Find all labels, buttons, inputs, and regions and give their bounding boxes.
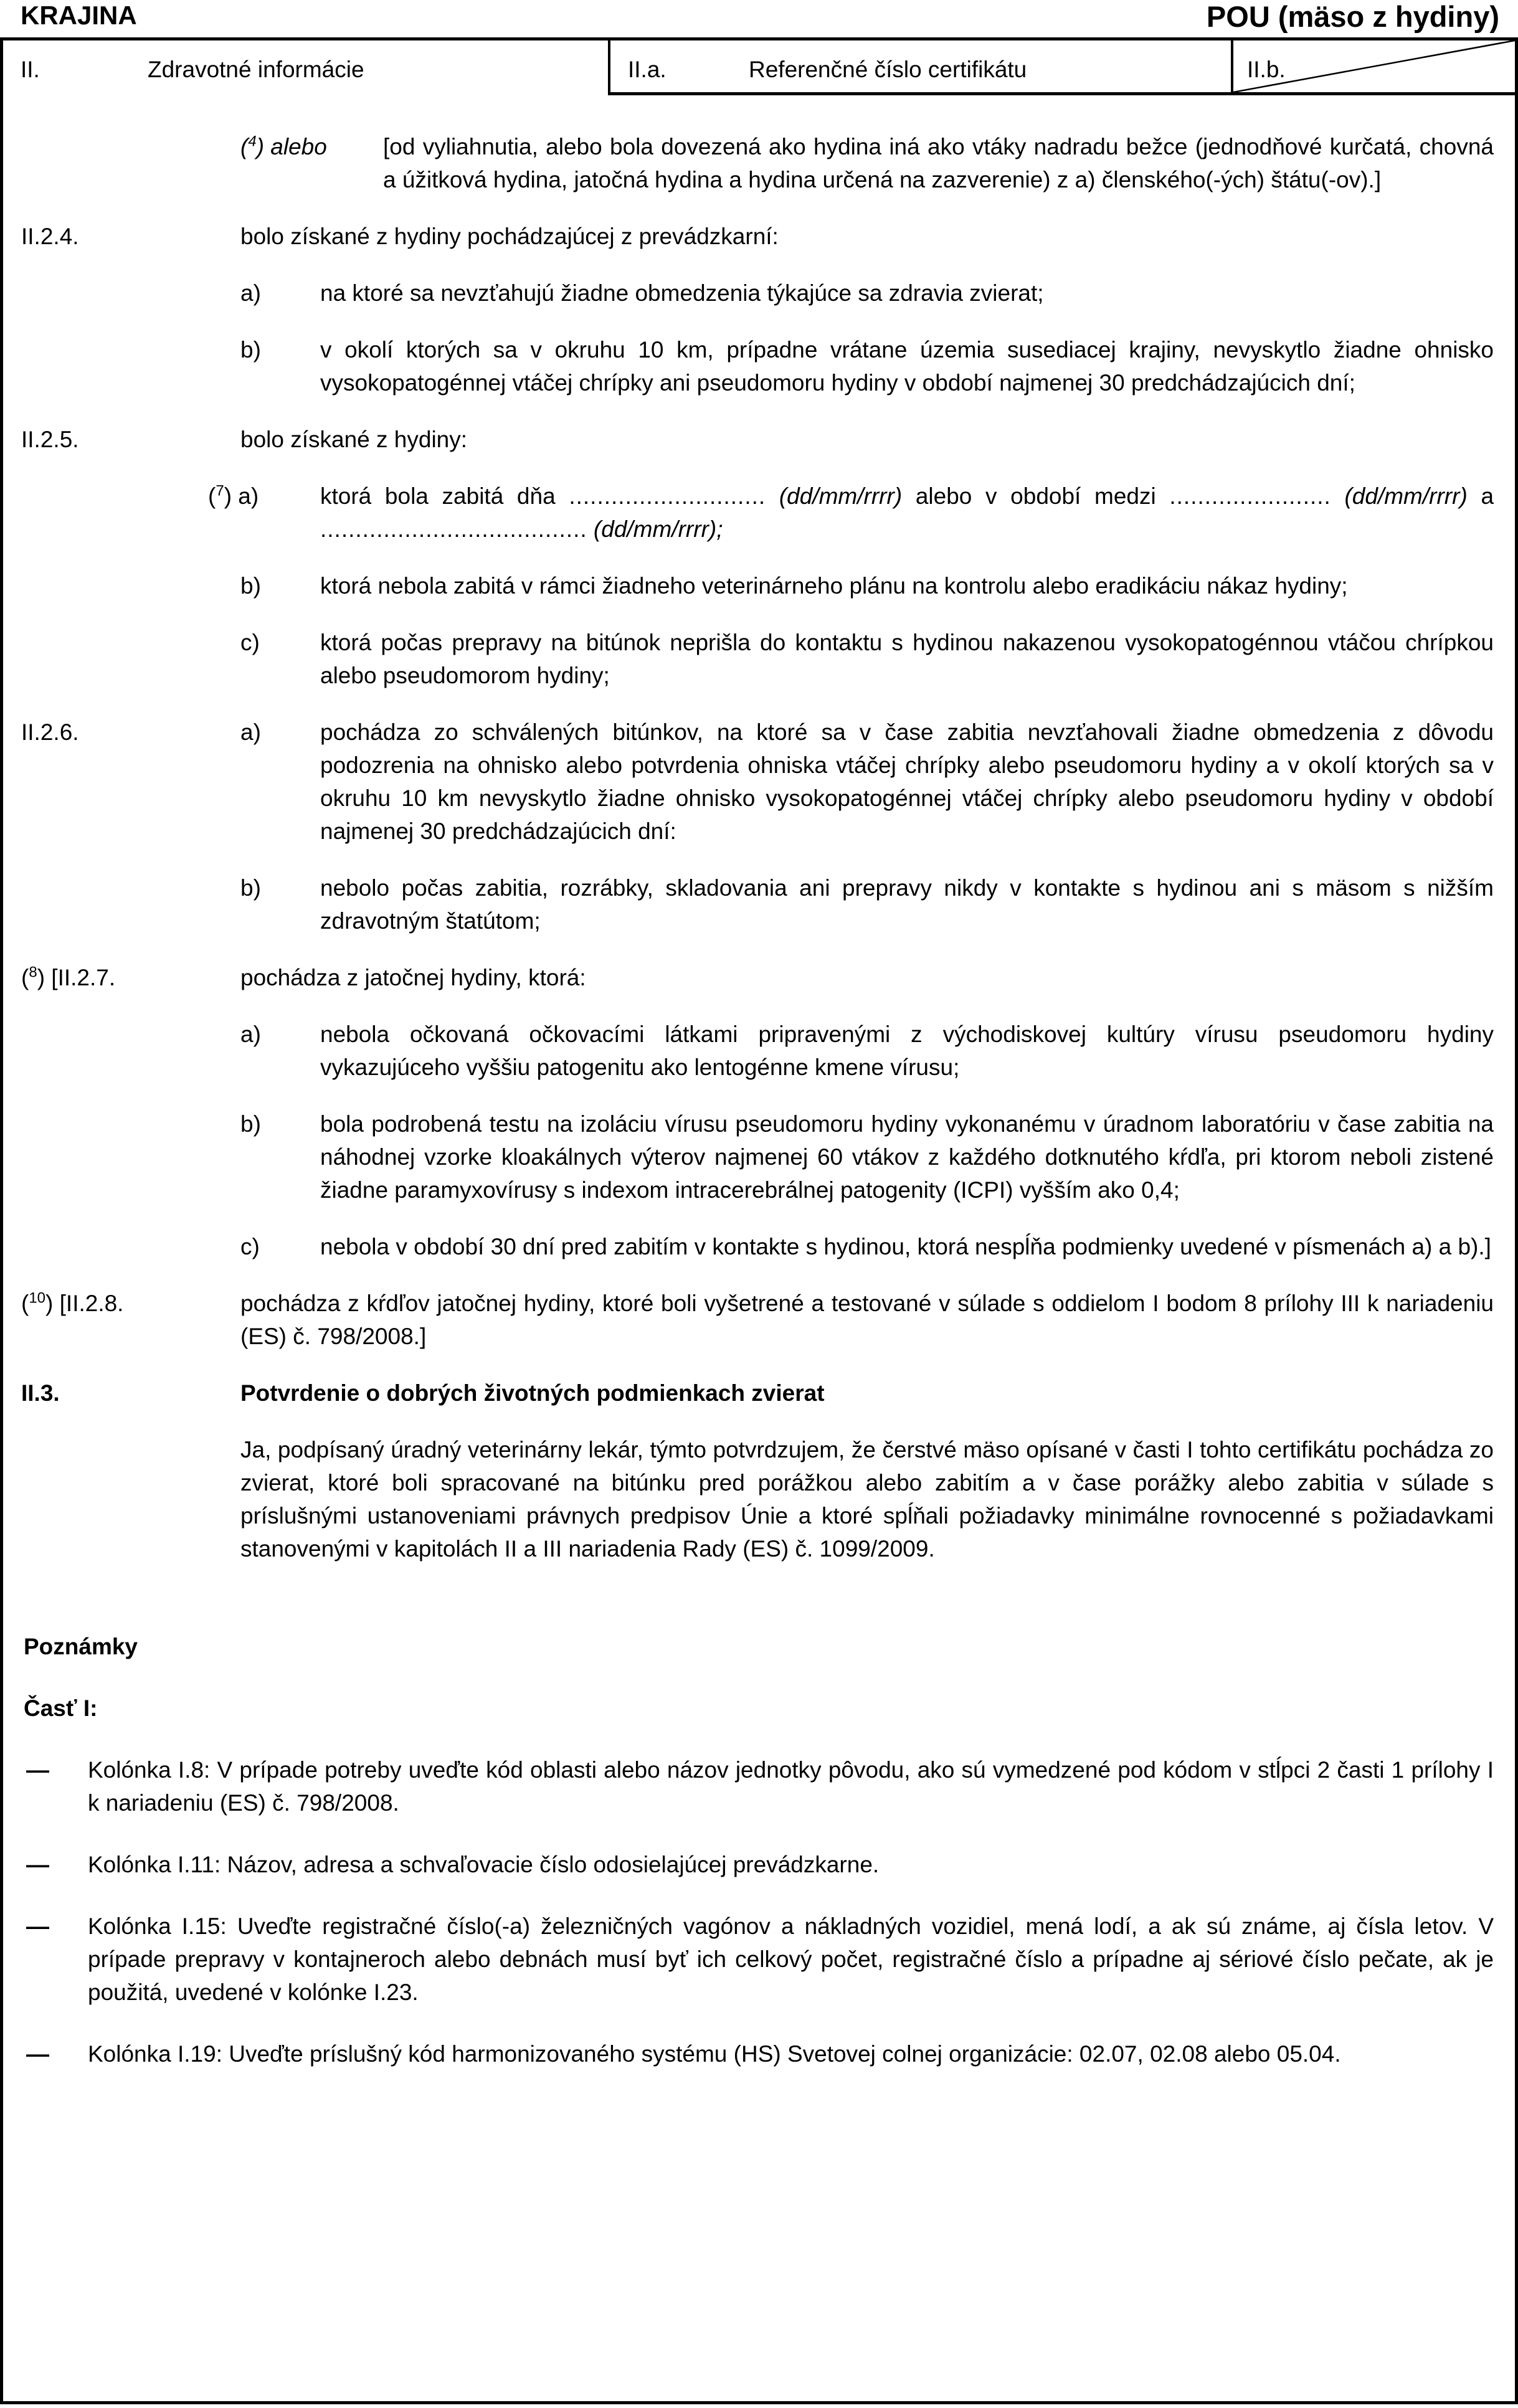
part-I-heading: Časť I: — [24, 1695, 98, 1721]
item-letter: b) — [240, 573, 261, 599]
note-text: Kolónka I.19: Uveďte príslušný kód harmonizovaného systému (HS) Svetovej colnej organizácie: 02.07, 02.08 alebo 05.04. — [88, 2041, 1341, 2067]
section-intro-text: bolo získané z hydiny pochádzajúcej z prevádzkarní: — [240, 224, 779, 249]
section-number: II.2.4. — [21, 224, 79, 249]
item-letter: c) — [240, 1234, 260, 1259]
item-text: nebola v období 30 dní pred zabitím v kontakte s hydinou, ktorá nespĺňa podmienky uvedené v písmenách a) a b).] — [320, 1234, 1491, 1259]
section-number: II.2.6. — [21, 719, 79, 745]
date-blank-field-1[interactable]: ............................ — [569, 483, 766, 509]
item-II-2-5-b — [21, 569, 1494, 602]
item-II-2-6-b — [21, 871, 1494, 937]
reference-header-row — [3, 40, 1515, 95]
item-II-2-7-b — [21, 1107, 1494, 1206]
item-text: ktorá počas prepravy na bitúnok neprišla do kontaktu s hydinou nakazenou vysokopatogénnou vtáčou chrípkou alebo pseudomorom hydiny; — [320, 630, 1494, 688]
item-text: ktorá bola zabitá dňa ............................ (dd/mm/rrrr) alebo v období medzi ....................... (dd/mm/rrrr) a ...................................... (dd/mm/rrrr); — [320, 483, 1494, 542]
health-information-header-cell — [3, 40, 608, 95]
item-text: pochádza zo schválených bitúnkov, na ktoré sa v čase zabitia nevzťahovali žiadne obmedzenia z dôvodu podozrenia na ohnisko alebo potvrdenia ohniska vtáčej chrípky alebo pseudomoru hydiny a v okolí ktorých sa v okruhu 10 km nevyskytlo žiadne ohnisko vysokopatogénnej vtáčej chrípky alebo pseudomoru hydiny v období najmenej 30 predchádzajúcich dní: — [320, 719, 1494, 844]
item-II-2-4-b — [21, 333, 1494, 399]
footnote-4-marker: ($^4$) alebo — [240, 133, 327, 159]
item-text: na ktoré sa nevzťahujú žiadne obmedzenia týkajúce sa zdravia zvierat; — [320, 280, 1044, 306]
item-letter: b) — [240, 337, 261, 363]
section-number: II.3. — [21, 1380, 60, 1406]
certificate-frame — [0, 37, 1518, 2404]
section-intro-text: pochádza z jatočnej hydiny, ktorá: — [240, 965, 586, 990]
footnote-superscript: 8 — [29, 964, 37, 981]
note-kolonka-I-11 — [21, 1848, 1494, 1881]
dash-bullet: — — [26, 1757, 49, 1783]
item-letter-with-footnote-7: ($^7$) a) — [208, 482, 259, 509]
clause-4-alternative — [21, 130, 1494, 196]
date-blank-field-3[interactable]: ...................................... — [320, 516, 587, 542]
animal-welfare-attestation — [21, 1433, 1494, 1565]
section-intro-text: bolo získané z hydiny: — [240, 427, 468, 452]
footnote-superscript: 10 — [29, 1289, 46, 1307]
item-II-2-5-a — [21, 480, 1494, 546]
section-number: II.2.5. — [21, 427, 79, 452]
section-II-2-4-row — [21, 220, 1494, 253]
date-blank-field-2[interactable]: ....................... — [1169, 483, 1331, 509]
dash-bullet: — — [26, 1913, 49, 1939]
item-text: bola podrobená testu na izoláciu vírusu pseudomoru hydiny vykonanému v úradnom laboratóriu v čase zabitia na náhodnej vzorke kloakálnych výterov najmenej 60 vtákov z každého dotknutého kŕdľa, pri ktorom neboli zistené žiadne paramyxovírusy s indexom intracerebrálnej patogenity (ICPI) vyšším ako 0,4; — [320, 1111, 1494, 1203]
item-letter: a) — [240, 280, 261, 306]
dash-bullet: — — [26, 2041, 49, 2067]
note-text: Kolónka I.11: Názov, adresa a schvaľovacie číslo odosielajúcej prevádzkarne. — [88, 1852, 880, 1877]
footnote-superscript: 4 — [248, 133, 257, 150]
section-II-2-7-row — [21, 961, 1494, 994]
section-II-3-heading-row — [21, 1377, 1494, 1410]
item-letter: c) — [240, 630, 260, 655]
section-IIb-cell — [1231, 40, 1515, 95]
section-text: pochádza z kŕdľov jatočnej hydiny, ktoré boli vyšetrené a testované v súlade s oddielom I bodom 8 prílohy III k nariadeniu (ES) č. 798/2008.] — [240, 1291, 1494, 1349]
note-text: Kolónka I.8: V prípade potreby uveďte kód oblasti alebo názov jednotky pôvodu, ako sú vymedzené pod kódom v stĺpci 2 časti 1 prílohy I k nariadeniu (ES) č. 798/2008. — [88, 1757, 1494, 1816]
item-letter: b) — [240, 1111, 261, 1137]
certificate-model-title: POU (mäso z hydiny) — [1206, 0, 1499, 33]
section-number-with-footnote-10: ($^{10}$) [II.2.8. — [21, 1289, 124, 1316]
animal-welfare-heading: Potvrdenie o dobrých životných podmienkach zvierat — [240, 1380, 825, 1406]
dash-bullet: — — [26, 1852, 49, 1877]
note-text: Kolónka I.15: Uveďte registračné číslo(-a) železničných vagónov a nákladných vozidiel, mená lodí, a ak sú známe, aj čísla letov. V prípade prepravy v kontajneroch alebo debnách musí byť ich celkový počet, registračné číslo a prípadne aj sériové číslo pečate, ak je použitá, uvedené v kolónke I.23. — [88, 1913, 1494, 2005]
section-IIa-number: II.a. — [628, 57, 666, 82]
section-IIb-number: II.b. — [1247, 57, 1286, 82]
item-text: nebola očkovaná očkovacími látkami pripravenými z východiskovej kultúry vírusu pseudomoru hydiny vykazujúceho vyššiu patogenitu ako lentogénne kmene vírusu; — [320, 1022, 1494, 1080]
date-format-hint: (dd/mm/rrrr) — [766, 483, 916, 509]
item-II-2-4-a — [21, 277, 1494, 310]
item-text: nebolo počas zabitia, rozrábky, skladovania ani prepravy nikdy v kontakte s hydinou ani s mäsom s nižším zdravotným štatútom; — [320, 875, 1494, 934]
item-II-2-7-c — [21, 1230, 1494, 1263]
health-information-label: Zdravotné informácie — [148, 57, 364, 82]
date-format-hint: (dd/mm/rrrr); — [587, 516, 723, 542]
item-II-2-5-c — [21, 626, 1494, 692]
footnote-superscript: 7 — [216, 482, 224, 500]
item-text: v okolí ktorých sa v okruhu 10 km, prípadne vrátane územia susediacej krajiny, nevyskytlo žiadne ohnisko vysokopatogénnej vtáčej chrípky ani pseudomoru hydiny v období najmenej 30 predchádzajúcich dní; — [320, 337, 1494, 396]
item-letter: b) — [240, 875, 261, 901]
section-II-2-6-item-a — [21, 716, 1494, 848]
country-label: KRAJINA — [21, 1, 137, 30]
date-format-hint: (dd/mm/rrrr) — [1331, 483, 1481, 509]
certificate-reference-cell — [608, 40, 1231, 95]
note-kolonka-I-19 — [21, 2037, 1494, 2070]
page-header — [0, 0, 1518, 36]
notes-heading: Poznámky — [24, 1634, 138, 1659]
item-II-2-7-a — [21, 1018, 1494, 1084]
note-kolonka-I-15 — [21, 1910, 1494, 2009]
diagonal-strike-line — [1233, 40, 1515, 92]
note-kolonka-I-8 — [21, 1753, 1494, 1819]
certificate-reference-label: Referenčné číslo certifikátu — [749, 57, 1027, 82]
attestation-text: Ja, podpísaný úradný veterinárny lekár, týmto potvrdzujem, že čerstvé mäso opísané v časti I tohto certifikátu pochádza zo zvierat, ktoré boli spracované na bitúnku pred porážkou alebo zabitím a v čase porážky alebo zabitia v súlade s príslušnými ustanoveniami právnych predpisov Únie a ktoré spĺňali požiadavky minimálne rovnocenné s požiadavkami stanovenými v kapitolách II a III nariadenia Rady (ES) č. 1099/2009. — [240, 1437, 1494, 1562]
section-number-with-footnote-8: ($^8$) [II.2.7. — [21, 964, 116, 990]
item-letter: a) — [240, 1022, 261, 1047]
section-II-2-8-row — [21, 1287, 1494, 1353]
clause-4-text: [od vyliahnutia, alebo bola dovezená ako hydina iná ako vtáky nadradu bežce (jednodňové kurčatá, chovná a úžitková hydina, jatočná hydina a hydina určená na zazverenie) z a) členského(-ých) štátu(-ov).] — [383, 134, 1494, 192]
item-text: ktorá nebola zabitá v rámci žiadneho veterinárneho plánu na kontrolu alebo eradikáciu nákaz hydiny; — [320, 573, 1348, 599]
section-II-number: II. — [21, 57, 40, 82]
item-letter: a) — [240, 719, 261, 745]
health-information-body — [3, 95, 1515, 2070]
section-II-2-5-row — [21, 423, 1494, 456]
